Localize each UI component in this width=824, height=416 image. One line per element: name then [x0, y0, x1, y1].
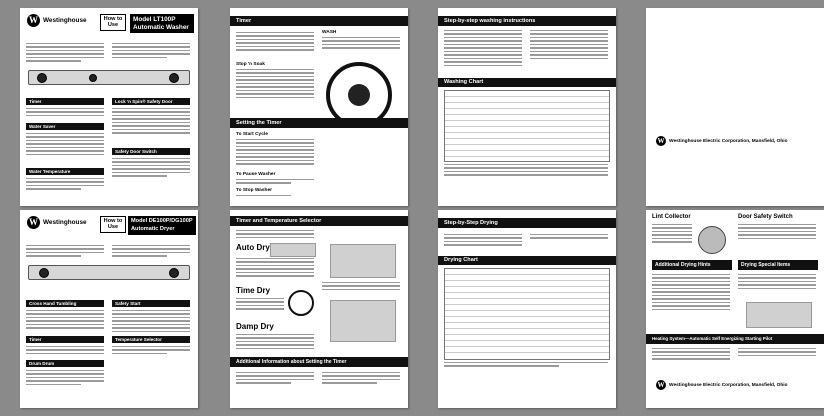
dryer-instructions-page — [438, 210, 616, 408]
heating-system-header: Heating System—Automatic Self Energizing Starting Pilot — [646, 334, 824, 344]
dryer-timer-page — [230, 210, 408, 408]
caution-notice-figure — [746, 302, 812, 328]
stop-label: To Stop Washer — [236, 188, 272, 193]
drying-chart-table — [444, 268, 610, 360]
damp-dry-label: Damp Dry — [236, 322, 274, 331]
washing-chart-table — [444, 90, 610, 162]
section-temp-selector: Temperature Selector — [112, 336, 190, 343]
section-tumbling: Cross Hand Tumbling — [26, 300, 104, 307]
westinghouse-logo — [27, 14, 87, 27]
washer-back-page — [646, 8, 824, 206]
how-to-label: How to Use — [100, 216, 126, 233]
dryer-model-box — [128, 216, 196, 235]
w-logo-icon: W — [657, 381, 665, 389]
auto-dry-dial-figure — [270, 243, 316, 257]
washing-chart-header: Washing Chart — [438, 78, 616, 87]
footer-text: Westinghouse Electric Corporation, Mansfield, Ohio — [669, 138, 788, 144]
drying-chart-header: Drying Chart — [438, 256, 616, 265]
washing-steps-header: Step-by-step washing instructions — [438, 16, 616, 26]
washer-product: Automatic Washer — [133, 23, 189, 31]
w-logo-icon: W — [29, 15, 38, 25]
drying-steps-header: Step-by-Step Drying — [438, 218, 616, 228]
dryer-back-page — [646, 210, 824, 408]
time-dry-dial-figure — [288, 290, 314, 316]
footer-text: Westinghouse Electric Corporation, Mansfield, Ohio — [669, 382, 788, 388]
how-to-label: How to Use — [100, 14, 126, 31]
westinghouse-logo — [27, 216, 87, 229]
pause-label: To Pause Washer — [236, 172, 276, 177]
additional-info-header: Additional Information about Setting the Timer — [230, 357, 408, 367]
brand-name: Westinghouse — [43, 219, 87, 226]
washer-control-panel-illustration — [28, 70, 190, 85]
brand-name: Westinghouse — [43, 17, 87, 24]
timer-header: Timer — [230, 16, 408, 26]
dryer-timer-header: Timer and Temperature Selector — [230, 216, 408, 226]
section-water-temperature: Water Temperature — [26, 168, 104, 175]
dryer-model: Model DE100P/DG100P — [131, 218, 193, 224]
w-logo-icon: W — [657, 137, 665, 145]
dryer-footer — [656, 380, 788, 390]
section-safety-start: Safety Start — [112, 300, 190, 307]
temperature-selector-figure — [330, 244, 396, 278]
time-dry-label: Time Dry — [236, 286, 271, 295]
section-door-switch: Safety Door Switch — [112, 148, 190, 155]
stop-soak-label: Stop 'n Soak — [236, 62, 265, 67]
washer-instructions-page — [438, 8, 616, 206]
washer-model: Model LT100P — [133, 16, 176, 23]
auto-dry-label: Auto Dry — [236, 243, 270, 252]
dryer-control-panel-illustration — [28, 265, 190, 280]
section-dryer-timer: Timer — [26, 336, 104, 343]
start-cycle-label: To Start Cycle — [236, 132, 268, 137]
dryer-cover-page — [20, 210, 198, 408]
section-drum: Drum Drum — [26, 360, 104, 367]
timer-setting-figure — [330, 300, 396, 342]
special-items-header: Drying Special Items — [738, 260, 818, 270]
washer-timer-page — [230, 8, 408, 206]
section-timer: Timer — [26, 98, 104, 105]
lint-collector-label: Lint Collector — [652, 214, 691, 220]
section-safety-door: Lock 'n Spin® Safety Door — [112, 98, 190, 105]
setting-timer-header: Setting the Timer — [230, 118, 408, 128]
washer-model-box — [130, 14, 194, 33]
section-water-saver: Water Saver — [26, 123, 104, 130]
wash-label: WASH — [322, 30, 337, 35]
washer-cover-page — [20, 8, 198, 206]
drying-hints-header: Additional Drying Hints — [652, 260, 732, 270]
w-logo-icon: W — [29, 217, 38, 227]
washer-footer — [656, 136, 788, 146]
dryer-product: Automatic Dryer — [131, 225, 175, 232]
lint-screen-figure — [698, 226, 726, 254]
door-switch-label: Door Safety Switch — [738, 214, 793, 220]
